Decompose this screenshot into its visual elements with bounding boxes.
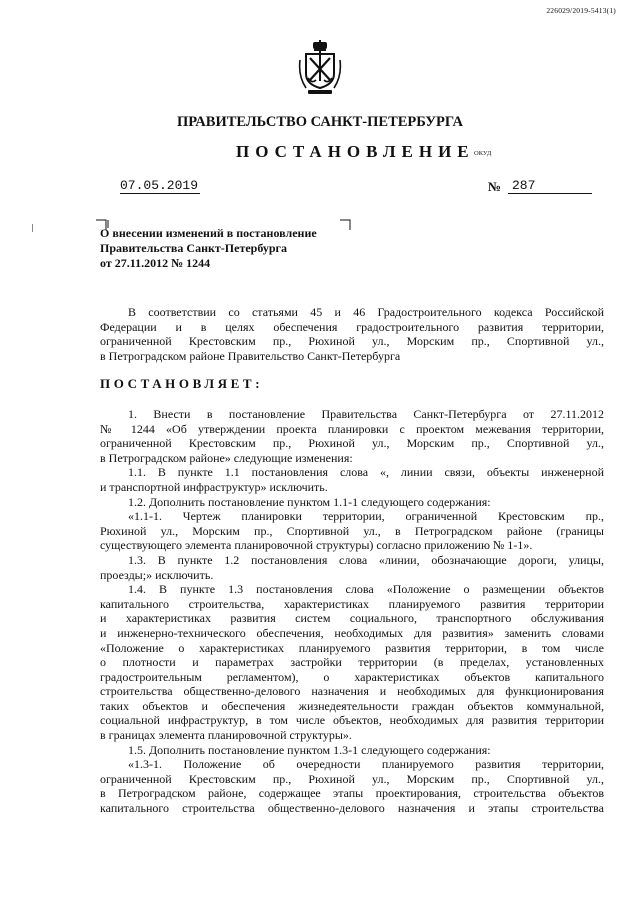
body-line: градостроительным регламентом), о характеристиках объектов капитального — [100, 669, 604, 684]
body-line: капитального строительства общественно-делового назначения и этапы строительства — [100, 801, 604, 816]
body-line: ограниченной Крестовским пр., Рюхиной ул., Морским пр., Спортивной ул., — [100, 436, 604, 451]
number-label: № — [488, 179, 502, 194]
body-line: 1. Внести в постановление Правительства Санкт-Петербурга от 27.11.2012 — [128, 407, 604, 421]
body-line: 1.1. В пункте 1.1 постановления слова «, линии связи, объекты инженерной — [128, 465, 604, 480]
body-line: «1.1-1. Чертеж планировки территории, ограниченной Крестовским пр., — [128, 509, 604, 524]
body-line: ограниченной Крестовским пр., Рюхиной ул., Морским пр., Спортивной ул., — [100, 771, 604, 786]
body-line: в Петроградском районе, содержащее этапы проектирования, строительства объектов — [100, 786, 604, 801]
body-line: существующего элемента планировочной структуры) согласно приложению № 1-1». — [100, 538, 533, 553]
body-line: «1.3-1. Положение об очередности планируемого развития территории, — [128, 757, 604, 772]
document-number: 226029/2019-5413(1) — [546, 6, 616, 15]
decree-body — [100, 407, 604, 816]
body-line: в границах элемента планировочной структуры». — [100, 728, 352, 743]
subject-line: Правительства Санкт-Петербурга — [100, 241, 288, 255]
body-line: капитального строительства, характеристиках планируемого развития территории — [100, 596, 604, 611]
body-line: и характеристиках развития систем социального, транспортного обслуживания — [100, 611, 604, 626]
decree-title: ПОСТАНОВЛЕНИЕ — [236, 142, 475, 161]
subject-line: О внесении изменений в постановление — [100, 226, 317, 240]
body-line: и транспортной инфраструктур» исключить. — [100, 479, 328, 494]
preamble-line: ограниченной Крестовским пр., Рюхиной ул., Морским пр., Спортивной ул., — [100, 334, 604, 349]
subject-line: от 27.11.2012 № 1244 — [100, 256, 211, 270]
body-line: о плотности и параметрах застройки территории (в пределах, установленных — [100, 655, 604, 670]
preamble-line: в Петроградском районе Правительство Санкт-Петербурга — [100, 348, 401, 363]
body-line: социальной инфраструктур, в том числе объектов, необходимых для развития территории — [100, 713, 604, 728]
resolves-heading: ПОСТАНОВЛЯЕТ: — [100, 376, 264, 391]
preamble-line: Федерации и в целях обеспечения градостроительного развития территории, — [100, 319, 604, 334]
body-line: в Петроградском районе» следующие изменения: — [100, 450, 353, 465]
body-line: проезды;» исключить. — [100, 567, 214, 582]
body-line: 1.2. Дополнить постановление пунктом 1.1-1 следующего содержания: — [128, 494, 491, 509]
decree-date: 07.05.2019 — [120, 178, 199, 193]
preamble — [100, 305, 604, 363]
body-line: таких объектов и обеспечения жизнедеятельности граждан объектов коммунальной, — [100, 698, 604, 713]
preamble-line: В соответствии со статьями 45 и 46 Градостроительного кодекса Российской — [128, 305, 604, 319]
decree-number: 287 — [508, 178, 592, 194]
body-line: строительства общественно-делового назначения и необходимых для функционирования — [100, 684, 604, 699]
body-line: Рюхиной ул., Морским пр., Спортивной ул., в Петроградском районе (границы — [100, 523, 604, 538]
okud-label: ОКУД — [474, 150, 492, 157]
decree-subject — [100, 226, 317, 271]
body-line: № 1244 «Об утверждении проекта планировки с проектом межевания территории, — [100, 421, 604, 436]
body-line: 1.3. В пункте 1.2 постановления слова «линии, обозначающие дороги, улицы, — [128, 552, 604, 567]
body-line: и инженерно-технического обеспечения, необходимых для развития» заменить словами — [100, 625, 604, 640]
government-title: ПРАВИТЕЛЬСТВО САНКТ-ПЕТЕРБУРГА — [177, 114, 463, 130]
body-line: 1.5. Дополнить постановление пунктом 1.3-1 следующего содержания: — [128, 742, 491, 757]
body-line: «Положение о характеристиках планируемого развития территории, в том числе — [100, 640, 604, 655]
coat-of-arms-emblem — [298, 40, 342, 98]
body-line: 1.4. В пункте 1.3 постановления слова «Положение о размещении объектов — [128, 582, 604, 597]
